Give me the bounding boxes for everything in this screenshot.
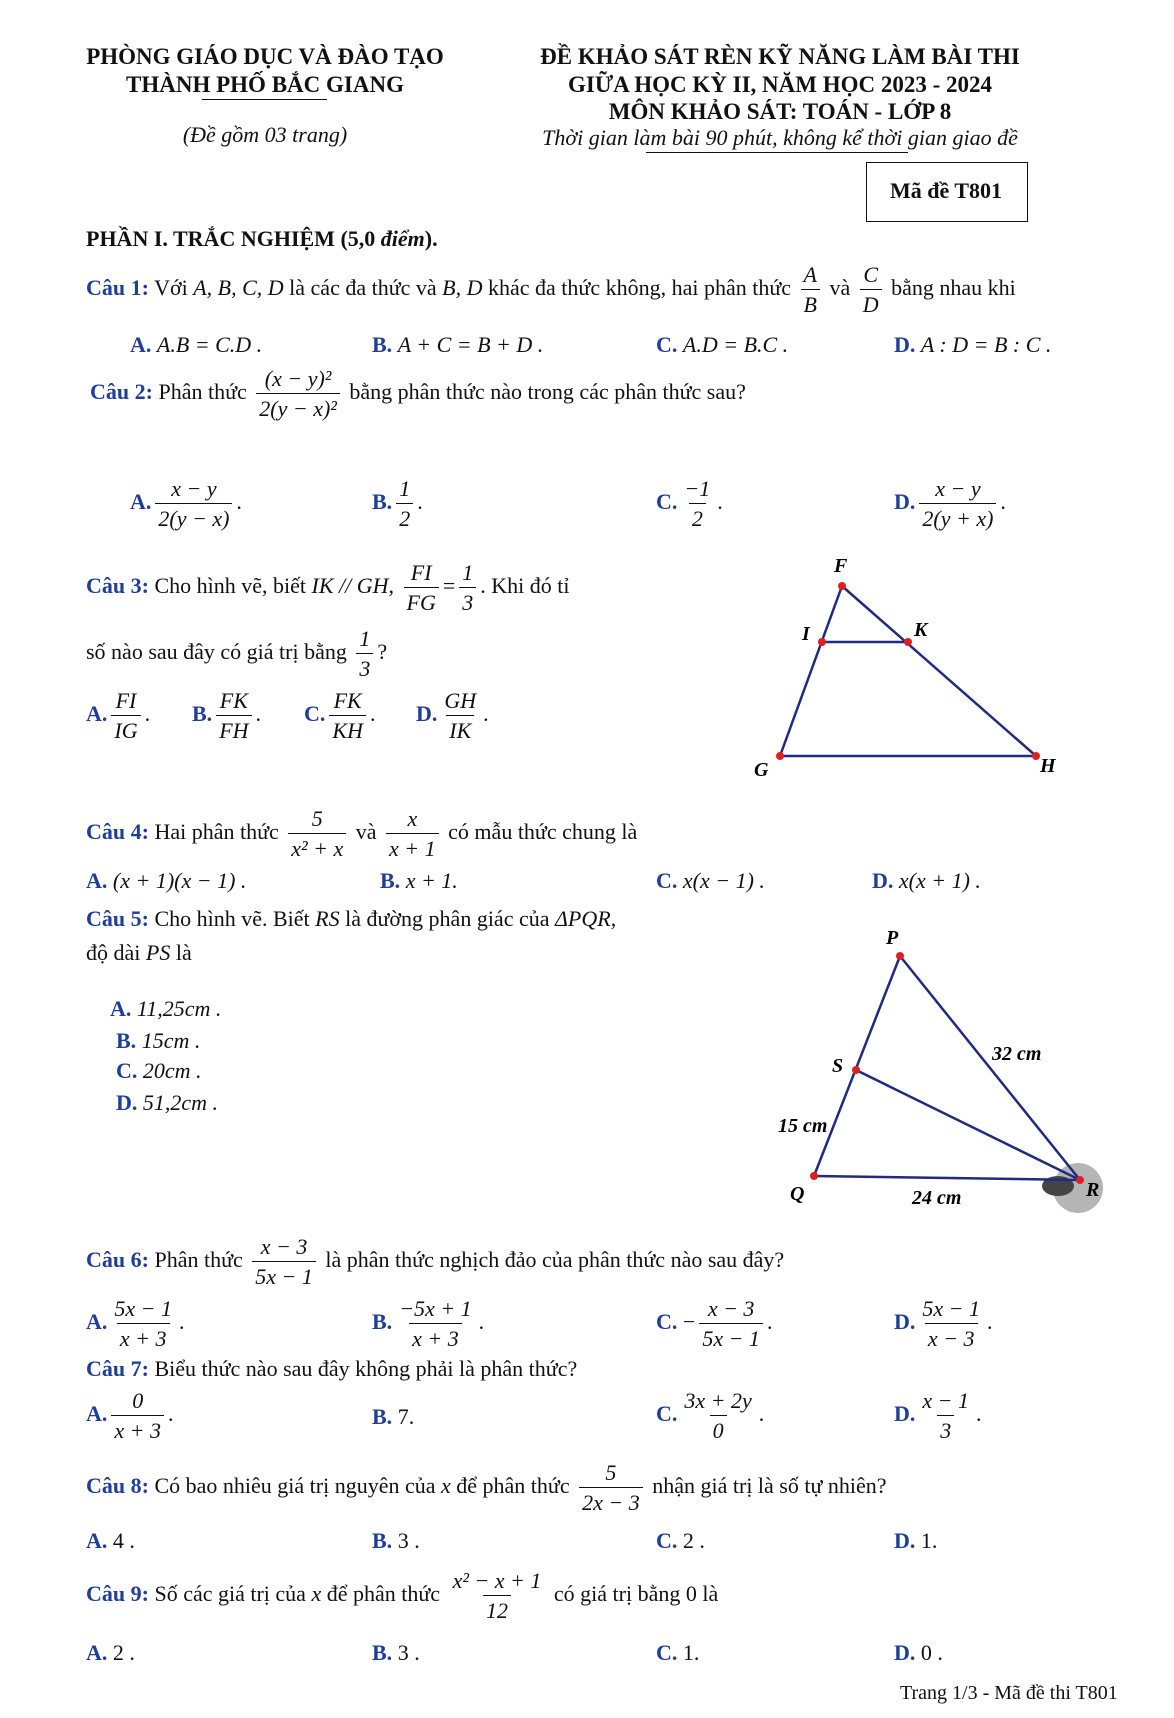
question-1: Câu 1: Với A, B, C, D là các đa thức và B, D khác đa thức không, hai phân thức $\frac{A}{B}$ và $\frac{C}{D}$ bằng nhau khi [86,262,1016,318]
segment-fg [780,586,842,756]
q6-option-b[interactable]: B. $\frac{-5x + 1}{x + 3}$ . [372,1296,485,1352]
question-7: Câu 7: Biểu thức nào sau đây không phải là phân thức? [86,1356,578,1381]
q5-option-d[interactable]: D. 51,2cm . [116,1090,219,1115]
q9-option-b[interactable]: B. 3 . [372,1640,420,1665]
point-i [818,638,826,646]
label-h: H [1040,755,1056,777]
segment-pr [900,956,1080,1180]
q1-option-d[interactable]: D. A : D = B : C . [894,332,1052,357]
q2-option-b[interactable]: B. $\frac{1}{2}$ . [372,476,423,532]
question-4: Câu 4: Hai phân thức $\frac{5}{\text{x² + x}}$ và $\frac{x}{x + 1}$ có mẫu thức chung là [86,806,638,862]
label-p: P [886,927,899,949]
point-g [776,752,784,760]
exam-code: Mã đề T801 [889,178,1003,203]
q3-option-d[interactable]: D. $\frac{GH}{IK}$ . [416,688,489,744]
q9-option-d[interactable]: D. 0 . [894,1640,943,1665]
page-count-note: (Đề gồm 03 trang) [182,122,348,147]
q3-option-a[interactable]: A. $\frac{FI}{IG}$ . [86,688,151,744]
label-i: I [802,623,810,645]
label-f: F [834,555,848,577]
point-s [852,1066,860,1074]
question-5-cont: độ dài PS là [86,940,192,965]
q2-option-c[interactable]: C. $\frac{-1}{2}$ . [656,476,723,532]
q6-option-c[interactable]: C. − $\frac{x - 3}{5x - 1}$ . [656,1296,773,1352]
question-3-cont: số nào sau đây có giá trị bằng $\frac{1}{3}$ ? [86,626,388,682]
q4-option-c[interactable]: C. x(x − 1) . [656,868,765,893]
question-label: Câu 2: [90,378,153,404]
q1-option-c[interactable]: C. A.D = B.C . [656,332,789,357]
section-title: PHẦN I. TRẮC NGHIỆM (5,0 điểm). [86,226,438,251]
label-ps: 32 cm [992,1043,1042,1065]
q9-option-a[interactable]: A. 2 . [86,1640,135,1665]
page-footer: Trang 1/3 - Mã đề thi T801 [900,1682,1118,1704]
q4-option-b[interactable]: B. x + 1. [380,868,458,893]
city-name: THÀNH PHỐ BẮC GIANG [126,72,404,97]
q6-option-d[interactable]: D. $\frac{5x - 1}{x - 3}$ . [894,1296,993,1352]
q5-option-c[interactable]: C. 20cm . [116,1058,202,1083]
dept-name: PHÒNG GIÁO DỤC VÀ ĐÀO TẠO [86,44,444,69]
q7-option-d[interactable]: D. $\frac{x - 1}{3}$ . [894,1388,982,1444]
question-label: Câu 5: [86,906,149,931]
q7-option-c[interactable]: C. $\frac{3x + 2y}{0}$ . [656,1388,765,1444]
question-label: Câu 7: [86,1356,149,1381]
point-p [896,952,904,960]
segment-rs [856,1070,1080,1180]
q2-option-a[interactable]: A. $\frac{x - y}{2(y - x)}$ . [130,476,242,532]
point-k [904,638,912,646]
label-q: Q [790,1183,805,1205]
point-h [1032,752,1040,760]
header-divider-right [646,152,908,153]
question-label: Câu 8: [86,1472,149,1498]
question-8: Câu 8: Có bao nhiêu giá trị nguyên của x để phân thức $\frac{5}{2x - 3}$ nhận giá trị là số tự nhiên? [86,1460,887,1516]
label-sq: 15 cm [778,1115,828,1137]
q3-option-b[interactable]: B. $\frac{FK}{FH}$ . [192,688,262,744]
question-3: Câu 3: Cho hình vẽ, biết IK // GH, $\frac{FI}{FG}$ = $\frac{1}{3}$ . Khi đó tỉ [86,560,570,616]
question-label: Câu 4: [86,818,149,844]
point-r [1076,1176,1084,1184]
question-6: Câu 6: Phân thức $\frac{x - 3}{5x - 1}$ là phân thức nghịch đảo của phân thức nào sau đây? [86,1234,785,1290]
q5-figure [760,910,1100,1210]
point-f [838,582,846,590]
q2-option-d[interactable]: D. $\frac{x - y}{2(y + x)}$ . [894,476,1006,532]
q7-option-b[interactable]: B. 7. [372,1404,415,1429]
q8-option-a[interactable]: A. 4 . [86,1528,135,1553]
q4-option-d[interactable]: D. x(x + 1) . [872,868,981,893]
q9-option-c[interactable]: C. 1. [656,1640,700,1665]
label-r: R [1086,1179,1100,1201]
header-divider-left [202,99,327,100]
question-label: Câu 1: [86,274,149,300]
exam-title: ĐỀ KHẢO SÁT RÈN KỸ NĂNG LÀM BÀI THI [540,44,1020,69]
exam-time: Thời gian làm bài 90 phút, không kể thời gian giao đề [542,125,1018,150]
q5-option-b[interactable]: B. 15cm . [116,1028,201,1053]
label-qr: 24 cm [912,1187,962,1209]
q8-option-b[interactable]: B. 3 . [372,1528,420,1553]
exam-term: GIỮA HỌC KỲ II, NĂM HỌC 2023 - 2024 [567,72,992,97]
point-q [810,1172,818,1180]
question-9: Câu 9: Số các giá trị của x để phân thức $\frac{\text{x² − x + 1}}{12}$ có giá trị bằng 0 là [86,1568,719,1624]
q3-option-c[interactable]: C. $\frac{FK}{KH}$ . [304,688,376,744]
label-k: K [914,619,928,641]
segment-pq [814,956,900,1176]
exam-subject: MÔN KHẢO SÁT: TOÁN - LỚP 8 [608,99,952,124]
question-label: Câu 9: [86,1580,149,1606]
q5-option-a[interactable]: A. 11,25cm . [110,996,222,1021]
label-g: G [754,759,769,781]
question-label: Câu 6: [86,1246,149,1272]
question-5: Câu 5: Cho hình vẽ. Biết RS là đường phân giác của ΔPQR, [86,906,617,931]
q7-option-a[interactable]: A. $\frac{0}{x + 3}$ . [86,1388,174,1444]
segment-qr [814,1176,1080,1180]
segment-fh [842,586,1036,756]
question-2: Câu 2: Phân thức $\frac{\text{(x − y)²}}{\text{2(y − x)²}}$ bằng phân thức nào trong các phân thức sau? [90,366,746,422]
q8-option-d[interactable]: D. 1. [894,1528,938,1553]
q1-option-a[interactable]: A. A.B = C.D . [130,332,263,357]
q6-option-a[interactable]: A. $\frac{5x - 1}{x + 3}$ . [86,1296,185,1352]
question-label: Câu 3: [86,572,149,598]
q4-option-a[interactable]: A. (x + 1)(x − 1) . [86,868,247,893]
q3-figure [740,550,1060,780]
q8-option-c[interactable]: C. 2 . [656,1528,705,1553]
q1-option-b[interactable]: B. A + C = B + D . [372,332,544,357]
label-s: S [832,1055,844,1077]
